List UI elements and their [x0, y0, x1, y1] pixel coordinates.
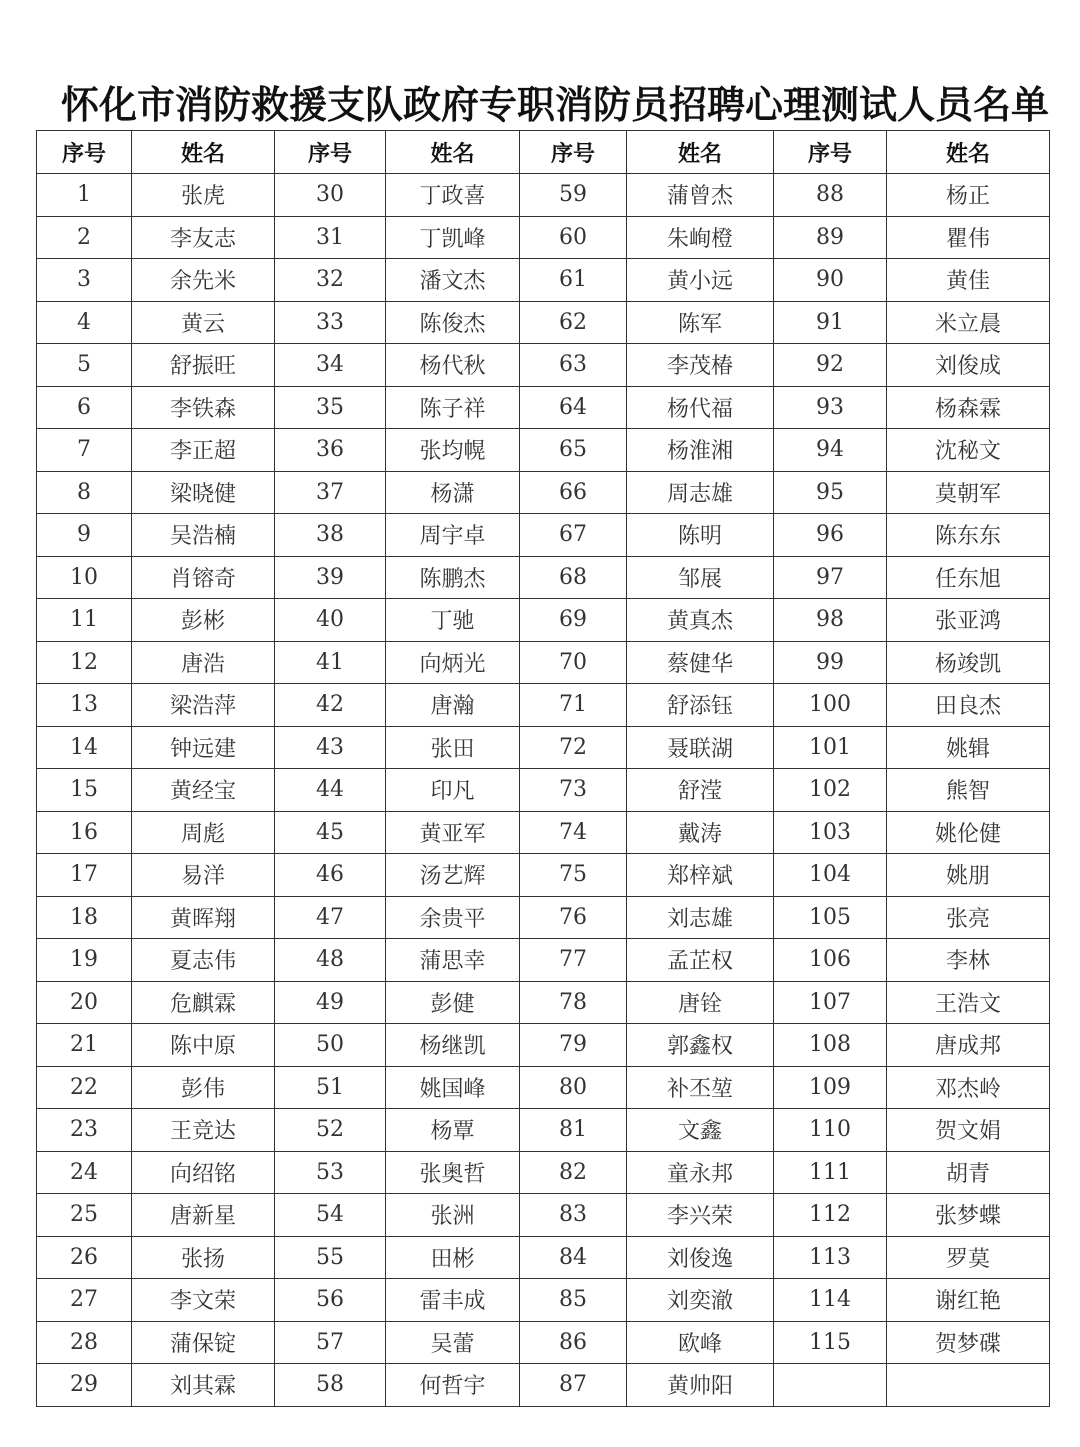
seq-cell: 86 [520, 1321, 627, 1364]
name-cell: 舒添钰 [627, 684, 774, 727]
seq-cell: 80 [520, 1066, 627, 1109]
seq-cell: 23 [37, 1109, 132, 1152]
name-cell: 陈中原 [132, 1024, 275, 1067]
header-seq: 序号 [37, 131, 132, 174]
name-cell: 梁晓健 [132, 471, 275, 514]
seq-cell: 42 [275, 684, 386, 727]
name-cell: 蒲曾杰 [627, 174, 774, 217]
seq-cell: 107 [774, 981, 887, 1024]
table-row [37, 1364, 1050, 1407]
name-cell: 谢红艳 [887, 1279, 1050, 1322]
name-cell: 张虎 [132, 174, 275, 217]
seq-cell: 71 [520, 684, 627, 727]
seq-cell: 25 [37, 1194, 132, 1237]
name-cell: 黄经宝 [132, 769, 275, 812]
seq-cell: 60 [520, 216, 627, 259]
name-cell: 补丕堃 [627, 1066, 774, 1109]
table-body [37, 174, 1050, 1407]
seq-cell: 83 [520, 1194, 627, 1237]
name-cell: 陈明 [627, 514, 774, 557]
name-cell: 刘奕澈 [627, 1279, 774, 1322]
name-cell: 黄佳 [887, 259, 1050, 302]
name-cell: 杨代福 [627, 386, 774, 429]
name-cell: 莫朝军 [887, 471, 1050, 514]
seq-cell: 92 [774, 344, 887, 387]
seq-cell: 22 [37, 1066, 132, 1109]
table-row [37, 854, 1050, 897]
name-cell: 张亚鸿 [887, 599, 1050, 642]
name-cell: 黄真杰 [627, 599, 774, 642]
name-cell: 郑梓斌 [627, 854, 774, 897]
table-row [37, 1066, 1050, 1109]
seq-cell: 96 [774, 514, 887, 557]
header-seq: 序号 [520, 131, 627, 174]
name-cell: 周彪 [132, 811, 275, 854]
name-cell: 吴蕾 [386, 1321, 520, 1364]
name-cell: 胡青 [887, 1151, 1050, 1194]
seq-cell: 47 [275, 896, 386, 939]
seq-cell: 41 [275, 641, 386, 684]
name-cell: 戴涛 [627, 811, 774, 854]
seq-cell: 14 [37, 726, 132, 769]
table-row [37, 386, 1050, 429]
name-cell: 舒振旺 [132, 344, 275, 387]
seq-cell: 70 [520, 641, 627, 684]
table-row [37, 811, 1050, 854]
name-cell: 杨竣凯 [887, 641, 1050, 684]
name-cell: 何哲宇 [386, 1364, 520, 1407]
name-cell: 杨正 [887, 174, 1050, 217]
seq-cell [774, 1364, 887, 1407]
name-cell: 刘俊成 [887, 344, 1050, 387]
name-cell: 张奥哲 [386, 1151, 520, 1194]
table-row [37, 471, 1050, 514]
name-cell: 易洋 [132, 854, 275, 897]
seq-cell: 64 [520, 386, 627, 429]
name-cell: 危麒霖 [132, 981, 275, 1024]
name-cell: 杨潇 [386, 471, 520, 514]
name-cell: 杨覃 [386, 1109, 520, 1152]
name-cell: 陈子祥 [386, 386, 520, 429]
seq-cell: 2 [37, 216, 132, 259]
seq-cell: 69 [520, 599, 627, 642]
candidate-table [36, 130, 1050, 1407]
seq-cell: 35 [275, 386, 386, 429]
name-cell: 李正超 [132, 429, 275, 472]
name-cell [887, 1364, 1050, 1407]
table-row [37, 896, 1050, 939]
table-row [37, 216, 1050, 259]
table-row [37, 429, 1050, 472]
name-cell: 夏志伟 [132, 939, 275, 982]
seq-cell: 98 [774, 599, 887, 642]
seq-cell: 110 [774, 1109, 887, 1152]
name-cell: 李林 [887, 939, 1050, 982]
seq-cell: 19 [37, 939, 132, 982]
seq-cell: 51 [275, 1066, 386, 1109]
name-cell: 王竞达 [132, 1109, 275, 1152]
header-seq: 序号 [774, 131, 887, 174]
name-cell: 黄小远 [627, 259, 774, 302]
name-cell: 梁浩萍 [132, 684, 275, 727]
seq-cell: 27 [37, 1279, 132, 1322]
name-cell: 钟远建 [132, 726, 275, 769]
seq-cell: 4 [37, 301, 132, 344]
seq-cell: 105 [774, 896, 887, 939]
name-cell: 余贵平 [386, 896, 520, 939]
seq-cell: 68 [520, 556, 627, 599]
name-cell: 王浩文 [887, 981, 1050, 1024]
name-cell: 蒲保锭 [132, 1321, 275, 1364]
seq-cell: 95 [774, 471, 887, 514]
name-cell: 李茂椿 [627, 344, 774, 387]
seq-cell: 106 [774, 939, 887, 982]
name-cell: 蒲思幸 [386, 939, 520, 982]
name-cell: 陈东东 [887, 514, 1050, 557]
seq-cell: 49 [275, 981, 386, 1024]
name-cell: 张均幌 [386, 429, 520, 472]
seq-cell: 46 [275, 854, 386, 897]
seq-cell: 34 [275, 344, 386, 387]
name-cell: 唐铨 [627, 981, 774, 1024]
seq-cell: 3 [37, 259, 132, 302]
table-row [37, 726, 1050, 769]
seq-cell: 36 [275, 429, 386, 472]
header-name: 姓名 [386, 131, 520, 174]
seq-cell: 103 [774, 811, 887, 854]
seq-cell: 11 [37, 599, 132, 642]
name-cell: 任东旭 [887, 556, 1050, 599]
seq-cell: 43 [275, 726, 386, 769]
name-cell: 杨继凯 [386, 1024, 520, 1067]
name-cell: 蔡健华 [627, 641, 774, 684]
name-cell: 李友志 [132, 216, 275, 259]
name-cell: 黄亚军 [386, 811, 520, 854]
seq-cell: 44 [275, 769, 386, 812]
name-cell: 陈军 [627, 301, 774, 344]
name-cell: 邓杰岭 [887, 1066, 1050, 1109]
seq-cell: 74 [520, 811, 627, 854]
table-row [37, 1109, 1050, 1152]
name-cell: 贺文娟 [887, 1109, 1050, 1152]
name-cell: 邹展 [627, 556, 774, 599]
name-cell: 张洲 [386, 1194, 520, 1237]
seq-cell: 104 [774, 854, 887, 897]
seq-cell: 30 [275, 174, 386, 217]
seq-cell: 53 [275, 1151, 386, 1194]
name-cell: 丁驰 [386, 599, 520, 642]
seq-cell: 61 [520, 259, 627, 302]
seq-cell: 89 [774, 216, 887, 259]
name-cell: 唐新星 [132, 1194, 275, 1237]
seq-cell: 76 [520, 896, 627, 939]
seq-cell: 111 [774, 1151, 887, 1194]
name-cell: 肖镕奇 [132, 556, 275, 599]
seq-cell: 84 [520, 1236, 627, 1279]
name-cell: 田彬 [386, 1236, 520, 1279]
seq-cell: 8 [37, 471, 132, 514]
seq-cell: 40 [275, 599, 386, 642]
table-row [37, 259, 1050, 302]
seq-cell: 37 [275, 471, 386, 514]
name-cell: 汤艺辉 [386, 854, 520, 897]
name-cell: 张亮 [887, 896, 1050, 939]
seq-cell: 17 [37, 854, 132, 897]
table-row [37, 1024, 1050, 1067]
name-cell: 张梦蝶 [887, 1194, 1050, 1237]
seq-cell: 56 [275, 1279, 386, 1322]
seq-cell: 26 [37, 1236, 132, 1279]
name-cell: 欧峰 [627, 1321, 774, 1364]
seq-cell: 39 [275, 556, 386, 599]
seq-cell: 7 [37, 429, 132, 472]
name-cell: 杨代秋 [386, 344, 520, 387]
name-cell: 刘其霖 [132, 1364, 275, 1407]
name-cell: 罗莫 [887, 1236, 1050, 1279]
name-cell: 聂联湖 [627, 726, 774, 769]
seq-cell: 108 [774, 1024, 887, 1067]
name-cell: 潘文杰 [386, 259, 520, 302]
table-header-row [37, 131, 1050, 174]
seq-cell: 72 [520, 726, 627, 769]
name-cell: 黄帅阳 [627, 1364, 774, 1407]
name-cell: 丁凯峰 [386, 216, 520, 259]
name-cell: 张田 [386, 726, 520, 769]
seq-cell: 20 [37, 981, 132, 1024]
table-row [37, 1279, 1050, 1322]
name-cell: 黄晖翔 [132, 896, 275, 939]
seq-cell: 16 [37, 811, 132, 854]
seq-cell: 82 [520, 1151, 627, 1194]
name-cell: 杨森霖 [887, 386, 1050, 429]
seq-cell: 87 [520, 1364, 627, 1407]
seq-cell: 85 [520, 1279, 627, 1322]
seq-cell: 99 [774, 641, 887, 684]
name-cell: 向绍铭 [132, 1151, 275, 1194]
name-cell: 田良杰 [887, 684, 1050, 727]
name-cell: 余先米 [132, 259, 275, 302]
name-cell: 唐浩 [132, 641, 275, 684]
table-row [37, 1321, 1050, 1364]
name-cell: 姚辑 [887, 726, 1050, 769]
name-cell: 熊智 [887, 769, 1050, 812]
seq-cell: 57 [275, 1321, 386, 1364]
seq-cell: 28 [37, 1321, 132, 1364]
seq-cell: 5 [37, 344, 132, 387]
name-cell: 姚国峰 [386, 1066, 520, 1109]
seq-cell: 55 [275, 1236, 386, 1279]
seq-cell: 79 [520, 1024, 627, 1067]
seq-cell: 38 [275, 514, 386, 557]
seq-cell: 115 [774, 1321, 887, 1364]
table-row [37, 514, 1050, 557]
name-cell: 刘志雄 [627, 896, 774, 939]
name-cell: 丁政喜 [386, 174, 520, 217]
seq-cell: 81 [520, 1109, 627, 1152]
seq-cell: 91 [774, 301, 887, 344]
seq-cell: 102 [774, 769, 887, 812]
seq-cell: 78 [520, 981, 627, 1024]
table-row [37, 684, 1050, 727]
name-cell: 唐成邦 [887, 1024, 1050, 1067]
seq-cell: 33 [275, 301, 386, 344]
table-row [37, 769, 1050, 812]
table-row [37, 939, 1050, 982]
name-cell: 孟芷权 [627, 939, 774, 982]
name-cell: 陈俊杰 [386, 301, 520, 344]
seq-cell: 90 [774, 259, 887, 302]
table-row [37, 301, 1050, 344]
header-name: 姓名 [887, 131, 1050, 174]
seq-cell: 9 [37, 514, 132, 557]
name-cell: 周宇卓 [386, 514, 520, 557]
seq-cell: 29 [37, 1364, 132, 1407]
seq-cell: 18 [37, 896, 132, 939]
name-cell: 瞿伟 [887, 216, 1050, 259]
name-cell: 唐瀚 [386, 684, 520, 727]
name-cell: 印凡 [386, 769, 520, 812]
header-seq: 序号 [275, 131, 386, 174]
seq-cell: 31 [275, 216, 386, 259]
seq-cell: 10 [37, 556, 132, 599]
seq-cell: 12 [37, 641, 132, 684]
name-cell: 李铁森 [132, 386, 275, 429]
name-cell: 彭伟 [132, 1066, 275, 1109]
table-row [37, 556, 1050, 599]
name-cell: 周志雄 [627, 471, 774, 514]
seq-cell: 77 [520, 939, 627, 982]
name-cell: 贺梦碟 [887, 1321, 1050, 1364]
seq-cell: 66 [520, 471, 627, 514]
seq-cell: 67 [520, 514, 627, 557]
name-cell: 郭鑫权 [627, 1024, 774, 1067]
name-cell: 张扬 [132, 1236, 275, 1279]
seq-cell: 48 [275, 939, 386, 982]
name-cell: 童永邦 [627, 1151, 774, 1194]
seq-cell: 93 [774, 386, 887, 429]
seq-cell: 94 [774, 429, 887, 472]
name-cell: 李兴荣 [627, 1194, 774, 1237]
seq-cell: 54 [275, 1194, 386, 1237]
seq-cell: 50 [275, 1024, 386, 1067]
name-cell: 米立晨 [887, 301, 1050, 344]
name-cell: 姚朋 [887, 854, 1050, 897]
seq-cell: 63 [520, 344, 627, 387]
table-row [37, 599, 1050, 642]
header-name: 姓名 [132, 131, 275, 174]
table-row [37, 1194, 1050, 1237]
seq-cell: 24 [37, 1151, 132, 1194]
table-row [37, 1236, 1050, 1279]
seq-cell: 58 [275, 1364, 386, 1407]
name-cell: 沈秘文 [887, 429, 1050, 472]
seq-cell: 97 [774, 556, 887, 599]
seq-cell: 1 [37, 174, 132, 217]
seq-cell: 101 [774, 726, 887, 769]
seq-cell: 100 [774, 684, 887, 727]
seq-cell: 65 [520, 429, 627, 472]
name-cell: 杨淮湘 [627, 429, 774, 472]
seq-cell: 32 [275, 259, 386, 302]
table-row [37, 1151, 1050, 1194]
name-cell: 刘俊逸 [627, 1236, 774, 1279]
name-cell: 黄云 [132, 301, 275, 344]
page-title: 怀化市消防救援支队政府专职消防员招聘心理测试人员名单 [60, 83, 1049, 127]
name-cell: 吴浩楠 [132, 514, 275, 557]
seq-cell: 15 [37, 769, 132, 812]
name-cell: 舒滢 [627, 769, 774, 812]
name-cell: 向炳光 [386, 641, 520, 684]
seq-cell: 59 [520, 174, 627, 217]
name-cell: 彭彬 [132, 599, 275, 642]
seq-cell: 52 [275, 1109, 386, 1152]
seq-cell: 6 [37, 386, 132, 429]
name-cell: 朱峋橙 [627, 216, 774, 259]
seq-cell: 21 [37, 1024, 132, 1067]
seq-cell: 113 [774, 1236, 887, 1279]
seq-cell: 88 [774, 174, 887, 217]
seq-cell: 73 [520, 769, 627, 812]
name-cell: 陈鹏杰 [386, 556, 520, 599]
name-cell: 姚伦健 [887, 811, 1050, 854]
name-cell: 文鑫 [627, 1109, 774, 1152]
table-row [37, 641, 1050, 684]
seq-cell: 45 [275, 811, 386, 854]
name-cell: 彭健 [386, 981, 520, 1024]
name-cell: 李文荣 [132, 1279, 275, 1322]
header-name: 姓名 [627, 131, 774, 174]
seq-cell: 75 [520, 854, 627, 897]
table-row [37, 344, 1050, 387]
seq-cell: 62 [520, 301, 627, 344]
name-cell: 雷丰成 [386, 1279, 520, 1322]
seq-cell: 109 [774, 1066, 887, 1109]
table-row [37, 981, 1050, 1024]
table-row [37, 174, 1050, 217]
seq-cell: 112 [774, 1194, 887, 1237]
seq-cell: 13 [37, 684, 132, 727]
seq-cell: 114 [774, 1279, 887, 1322]
